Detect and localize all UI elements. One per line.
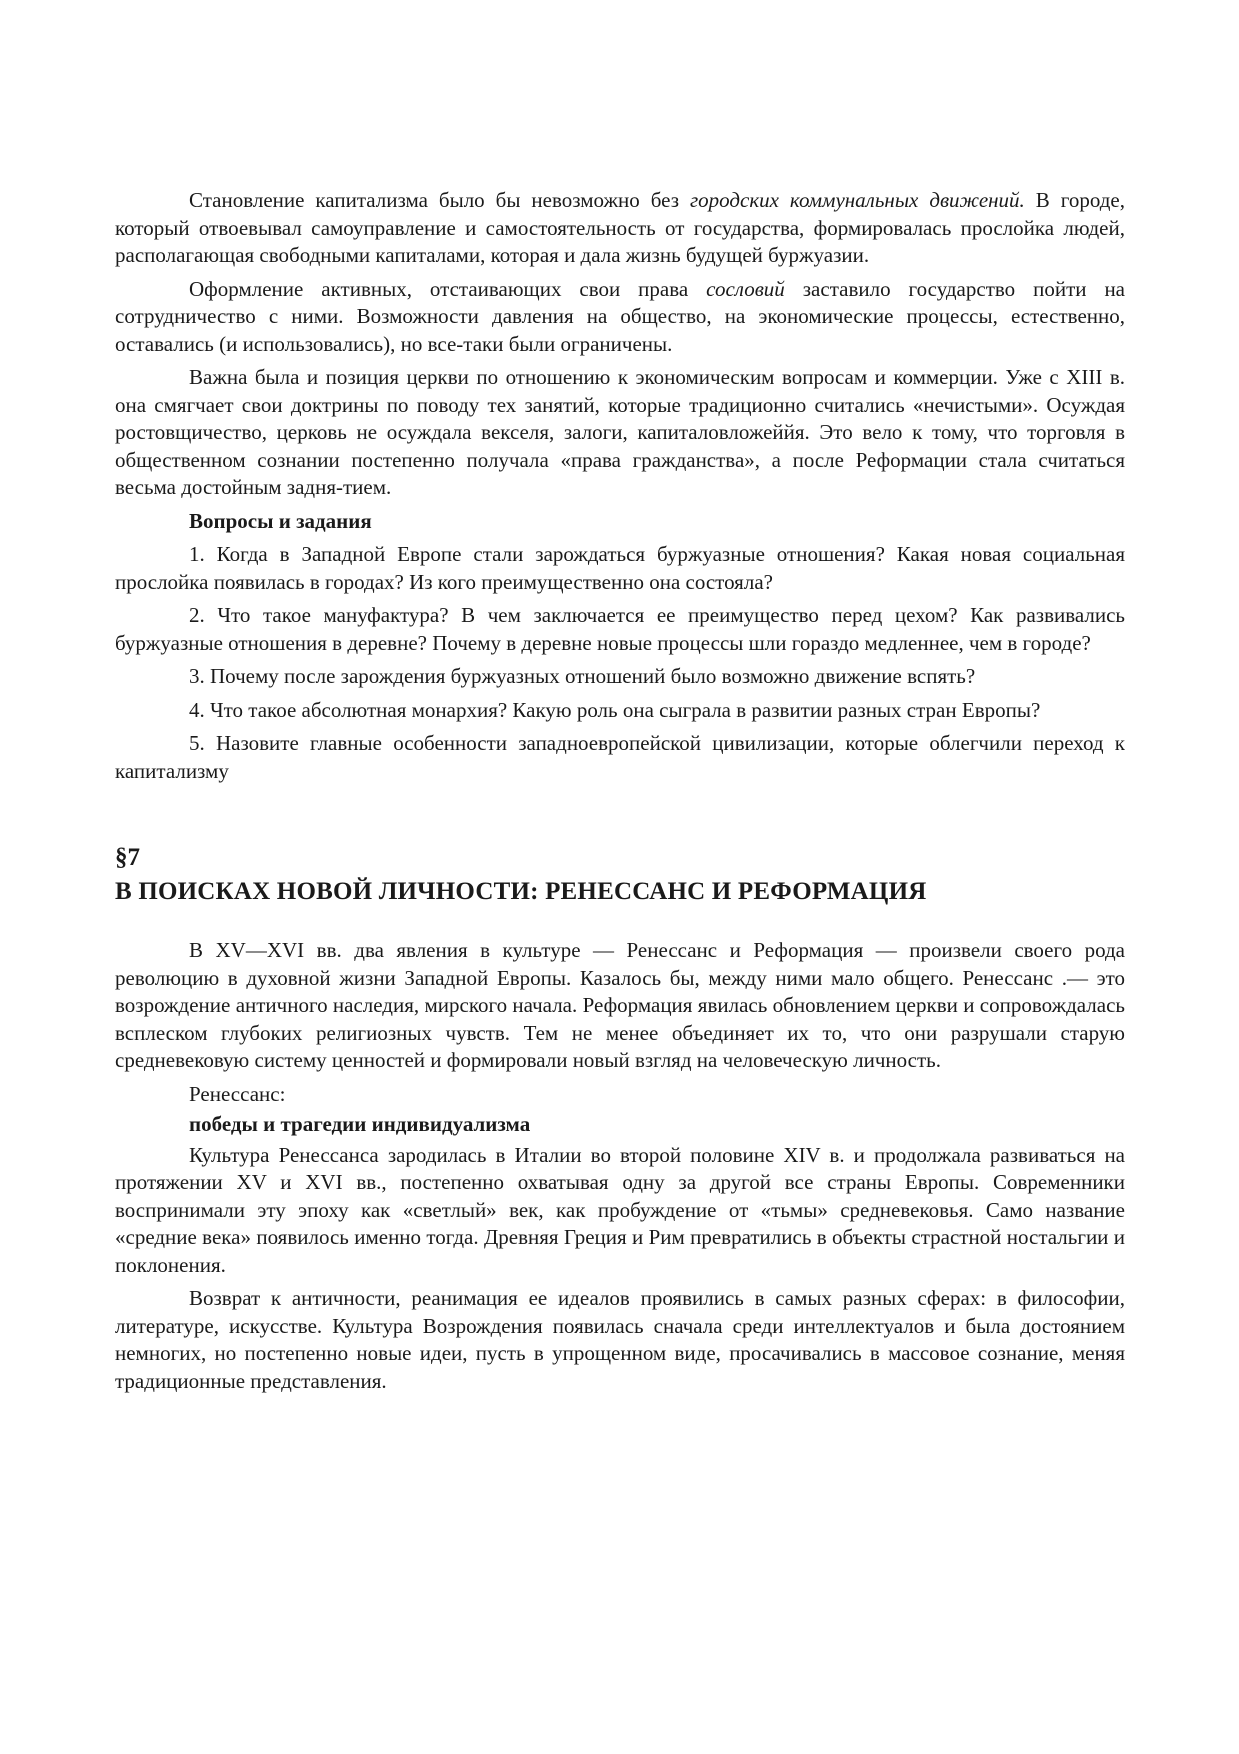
question-item-2: 2. Что такое мануфактура? В чем заключается ее преимущество перед цехом? Как развивались буржуазные отношения в деревне? Почему в деревне новые процессы шли гораздо медленнее, чем в городе?: [115, 603, 1125, 655]
subsection-label: Ренессанс:: [189, 1081, 286, 1106]
section-number: §7: [115, 844, 140, 871]
document-page: [115, 187, 1125, 1401]
paragraph-church-position: Важна была и позиция церкви по отношению к экономическим вопросам и коммерции. Уже с XIII в. она смягчает свои доктрины по поводу тех занятий, которые традиционно считались «нечистыми». Осуждая ростовщичество, церковь не осуждала векселя, залоги, капиталовложеййя. Это вело к тому, что торговля в общественном сознании постепенно получала «права гражданства», а после Реформации стала считаться весьма достойным задня-тием.: [115, 365, 1125, 499]
question-item-1: 1. Когда в Западной Европе стали зарождаться буржуазные отношения? Какая новая социальная прослойка появилась в городах? Из кого преимущественно она состояла?: [115, 542, 1125, 594]
question-item-3: 3. Почему после зарождения буржуазных отношений было возможно движение вспять?: [189, 664, 976, 688]
paragraph-text: В городе, который отвоевывал самоуправление и самостоятельность от государства, формировалась прослойка людей, располагающая свободными капиталами, которая и дала жизнь будущей буржуазии.: [115, 188, 1125, 267]
paragraph-renaissance-culture: Культура Ренессанса зародилась в Италии во второй половине XIV в. и продолжала развиваться на протяжении XV и XVI вв., постепенно охватывая одну за другой все страны Европы. Современники воспринимали эту эпоху как «светлый» век, как пробуждение от «тьмы» средневековья. Само название «средние века» появилось именно тогда. Древняя Греция и Рим превратились в объекты страстной ностальгии и поклонения.: [115, 1142, 1125, 1277]
paragraph-return-to-antiquity: Возврат к античности, реанимация ее идеалов проявились в самых разных сферах: в философии, литературе, искусстве. Культура Возрождения появилась сначала среди интеллектуалов и была достоянием немногих, но постепенно новые идеи, пусть в упрощенном виде, просачивались в массовое сознание, меняя традиционные представления.: [115, 1286, 1125, 1393]
section-title: В ПОИСКАХ НОВОЙ ЛИЧНОСТИ: РЕНЕССАНС И РЕФОРМАЦИЯ: [115, 878, 927, 905]
paragraph-text: Оформление активных, отстаивающих свои права: [189, 276, 707, 301]
questions-heading: Вопросы и задания: [189, 508, 372, 533]
paragraph-text: Становление капитализма было бы невозможно без: [189, 188, 690, 212]
subsection-heading: победы и трагедии индивидуализма: [189, 1112, 531, 1136]
emphasis-text: городских коммунальных движений.: [689, 188, 1025, 212]
question-item-5: 5. Назовите главные особенности западноевропейской цивилизации, которые облегчили переход к капитализму: [115, 731, 1125, 783]
emphasis-text: сословий: [706, 276, 785, 301]
paragraph-estates: [115, 276, 1125, 359]
paragraph-communal-movements: [115, 187, 1125, 270]
paragraph-text: заставило государство пойти на сотрудничество с ними. Возможности давления на общество, на экономические процессы, естественно, оставались (и использовались), но все-таки были ограничены.: [115, 276, 1125, 356]
question-item-4: 4. Что такое абсолютная монархия? Какую роль она сыграла в развитии разных стран Европы?: [189, 697, 1041, 722]
paragraph-renaissance-reformation: В XV—XVI вв. два явления в культуре — Ренессанс и Реформация — произвели своего рода революцию в духовной жизни Западной Европы. Казалось бы, между ними мало общего. Ренессанс .— это возрождение античного наследия, мирского начала. Реформация явилась обновлением церкви и сопровождалась всплеском глубоких религиозных чувств. Тем не менее объединяет их то, что они разрушали старую средневековую систему ценностей и формировали новый взгляд на человеческую личность.: [115, 938, 1125, 1072]
